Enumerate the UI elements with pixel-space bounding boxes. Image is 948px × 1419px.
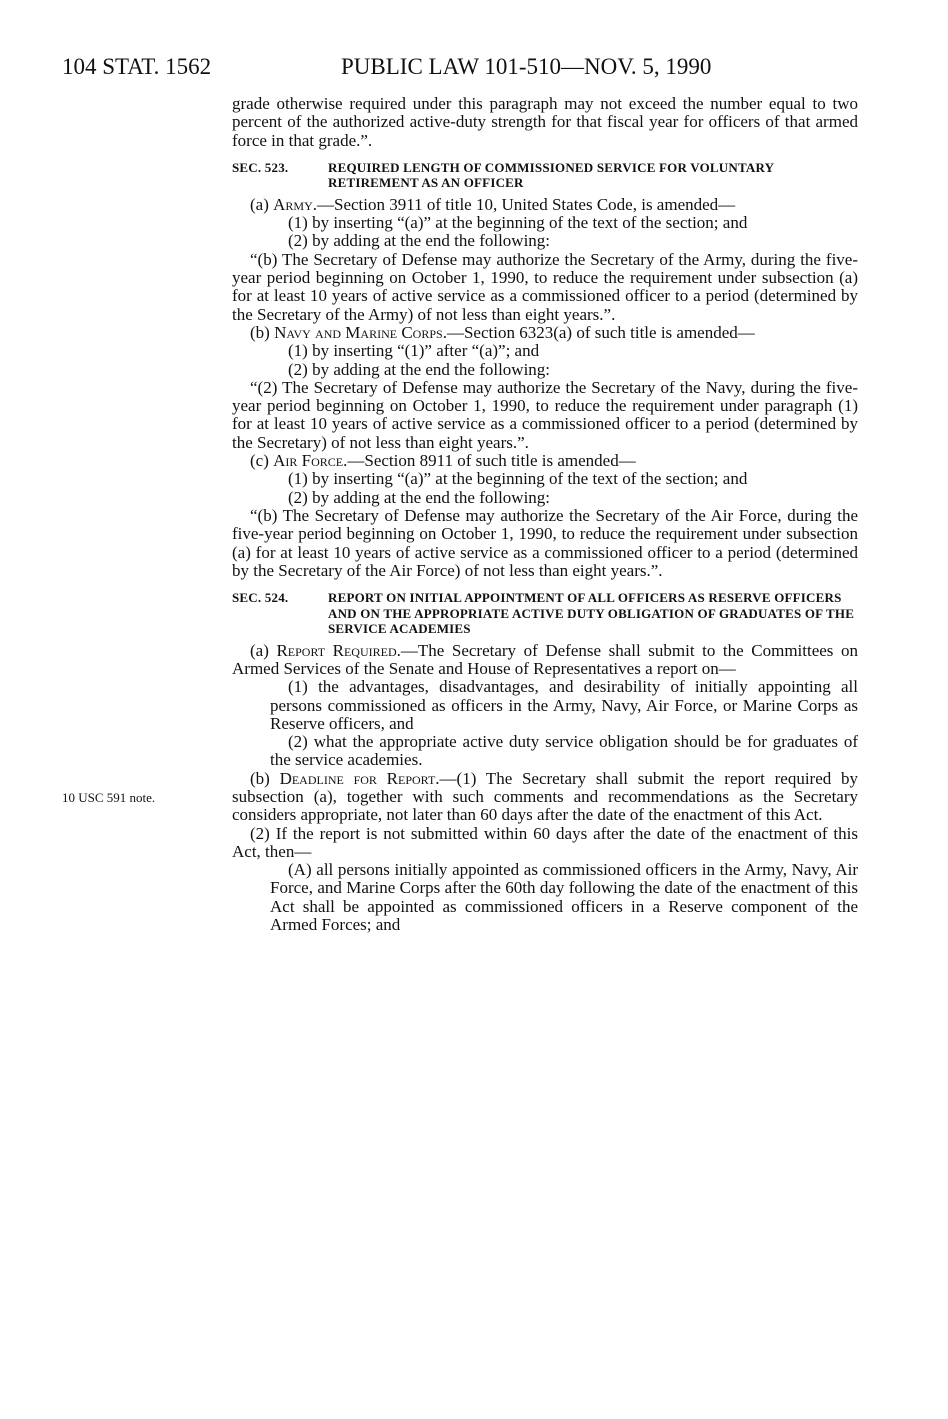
sec523-b-paragraph <box>232 324 858 342</box>
sec523-a-text: .—Section 3911 of title 10, United States Code, is amended— <box>312 194 736 214</box>
sec523-a-item-1: (1) by inserting “(a)” at the beginning of the text of the section; and <box>288 213 748 233</box>
sec523-b-heading: Navy and Marine Corps <box>274 322 443 342</box>
sec523-c-label: (c) <box>250 451 274 471</box>
sec523-b-item-2: (2) by adding at the end the following: <box>288 359 551 379</box>
sec523-a-heading: Army <box>273 194 313 214</box>
sec524-a-label: (a) <box>250 640 277 660</box>
section-523-title: REQUIRED LENGTH OF COMMISSIONED SERVICE FOR VOLUNTARY RETIREMENT AS AN OFFICER <box>328 159 774 191</box>
sec524-b-text: .—(1) The Secretary shall submit the report required by subsection (a), together with such comments and recommendations as the Secretary considers appropriate, not later than 60 days after the date of the enactment of this Act. <box>232 768 859 825</box>
section-524-heading <box>232 590 858 637</box>
sec524-a-heading: Report Required <box>276 640 397 660</box>
sec523-a-item-2: (2) by adding at the end the following: <box>288 231 551 251</box>
sec523-a-paragraph <box>232 196 858 214</box>
sec524-a-item-1: (1) the advantages, disadvantages, and desirability of initially appointing all persons commissioned as officers in the Army, Navy, Air Force, or Marine Corps as Reserve officers, and <box>270 677 858 733</box>
sec523-c-quote: “(b) The Secretary of Defense may authorize the Secretary of the Air Force, during the five-year period beginning on October 1, 1990, to reduce the requirement under subsection (a) for at least 10 years of active service as a commissioned officer to a period (determined by the Secretary of the Air Force) of not less than eight years.”. <box>232 505 858 580</box>
sec524-b-label: (b) <box>250 768 280 788</box>
sec523-b-quote: “(2) The Secretary of Defense may authorize the Secretary of the Navy, during the five-year period beginning on October 1, 1990, to reduce the requirement under paragraph (1) for at least 10 years of active service as a commissioned officer to a period (determined by the Secretary) of not less than eight years.”. <box>232 377 858 452</box>
sec524-b-paragraph <box>232 770 858 825</box>
sec523-c-item-2: (2) by adding at the end the following: <box>288 487 551 507</box>
sec524-a-paragraph <box>232 642 858 679</box>
margin-note-usc: 10 USC 591 note. <box>62 790 156 805</box>
sec524-b-paragraph-2: (2) If the report is not submitted within 60 days after the date of the enactment of this Act, then— <box>232 823 858 861</box>
sec523-c-text: .—Section 8911 of such title is amended— <box>343 451 636 471</box>
section-524-title: REPORT ON INITIAL APPOINTMENT OF ALL OFFICERS AS RESERVE OFFICERS AND ON THE APPROPRIATE ACTIVE DUTY OBLIGATION OF GRADUATES OF THE SERVICE ACADEMIES <box>328 590 855 637</box>
sec524-a-text: .—The Secretary of Defense shall submit to the Committees on Armed Services of the Senate and House of Representatives a report on— <box>232 640 858 678</box>
stat-page-number: 104 STAT. 1562 <box>62 54 212 79</box>
sec523-c-heading: Air Force <box>273 451 344 471</box>
continuation-paragraph: grade otherwise required under this paragraph may not exceed the number equal to two percent of the authorized active-duty strength for that fiscal year for officers of that armed force in that grade.”. <box>232 94 858 150</box>
sec523-c-item-1: (1) by inserting “(a)” at the beginning of the text of the section; and <box>288 469 748 489</box>
body-text <box>232 95 858 934</box>
sec523-a-quote: “(b) The Secretary of Defense may authorize the Secretary of the Army, during the five-year period beginning on October 1, 1990, to reduce the requirement under subsection (a) for at least 10 years of active service as a commissioned officer to a period (determined by the Secretary of the Army) of not less than eight years.”. <box>232 249 858 324</box>
section-524-number: SEC. 524. <box>232 590 289 606</box>
sec524-b-heading: Deadline for Report <box>279 768 436 788</box>
sec523-b-item-1: (1) by inserting “(1)” after “(a)”; and <box>288 341 540 361</box>
section-523-number: SEC. 523. <box>232 159 289 175</box>
section-523-heading <box>232 160 858 191</box>
sec523-b-text: .—Section 6323(a) of such title is amended— <box>442 322 755 342</box>
sec523-a-label: (a) <box>250 194 274 214</box>
law-title: PUBLIC LAW 101-510—NOV. 5, 1990 <box>341 54 712 79</box>
page-header <box>62 52 888 86</box>
sec524-b-item-a: (A) all persons initially appointed as commissioned officers in the Army, Navy, Air Force, and Marine Corps after the 60th day following the date of the enactment of this Act shall be appointed as commissioned officers in a Reserve component of the Armed Forces; and <box>270 860 858 935</box>
sec523-b-label: (b) <box>250 322 275 342</box>
sec523-c-paragraph <box>232 452 858 470</box>
sec524-a-item-2: (2) what the appropriate active duty service obligation should be for graduates of the service academies. <box>270 732 858 770</box>
